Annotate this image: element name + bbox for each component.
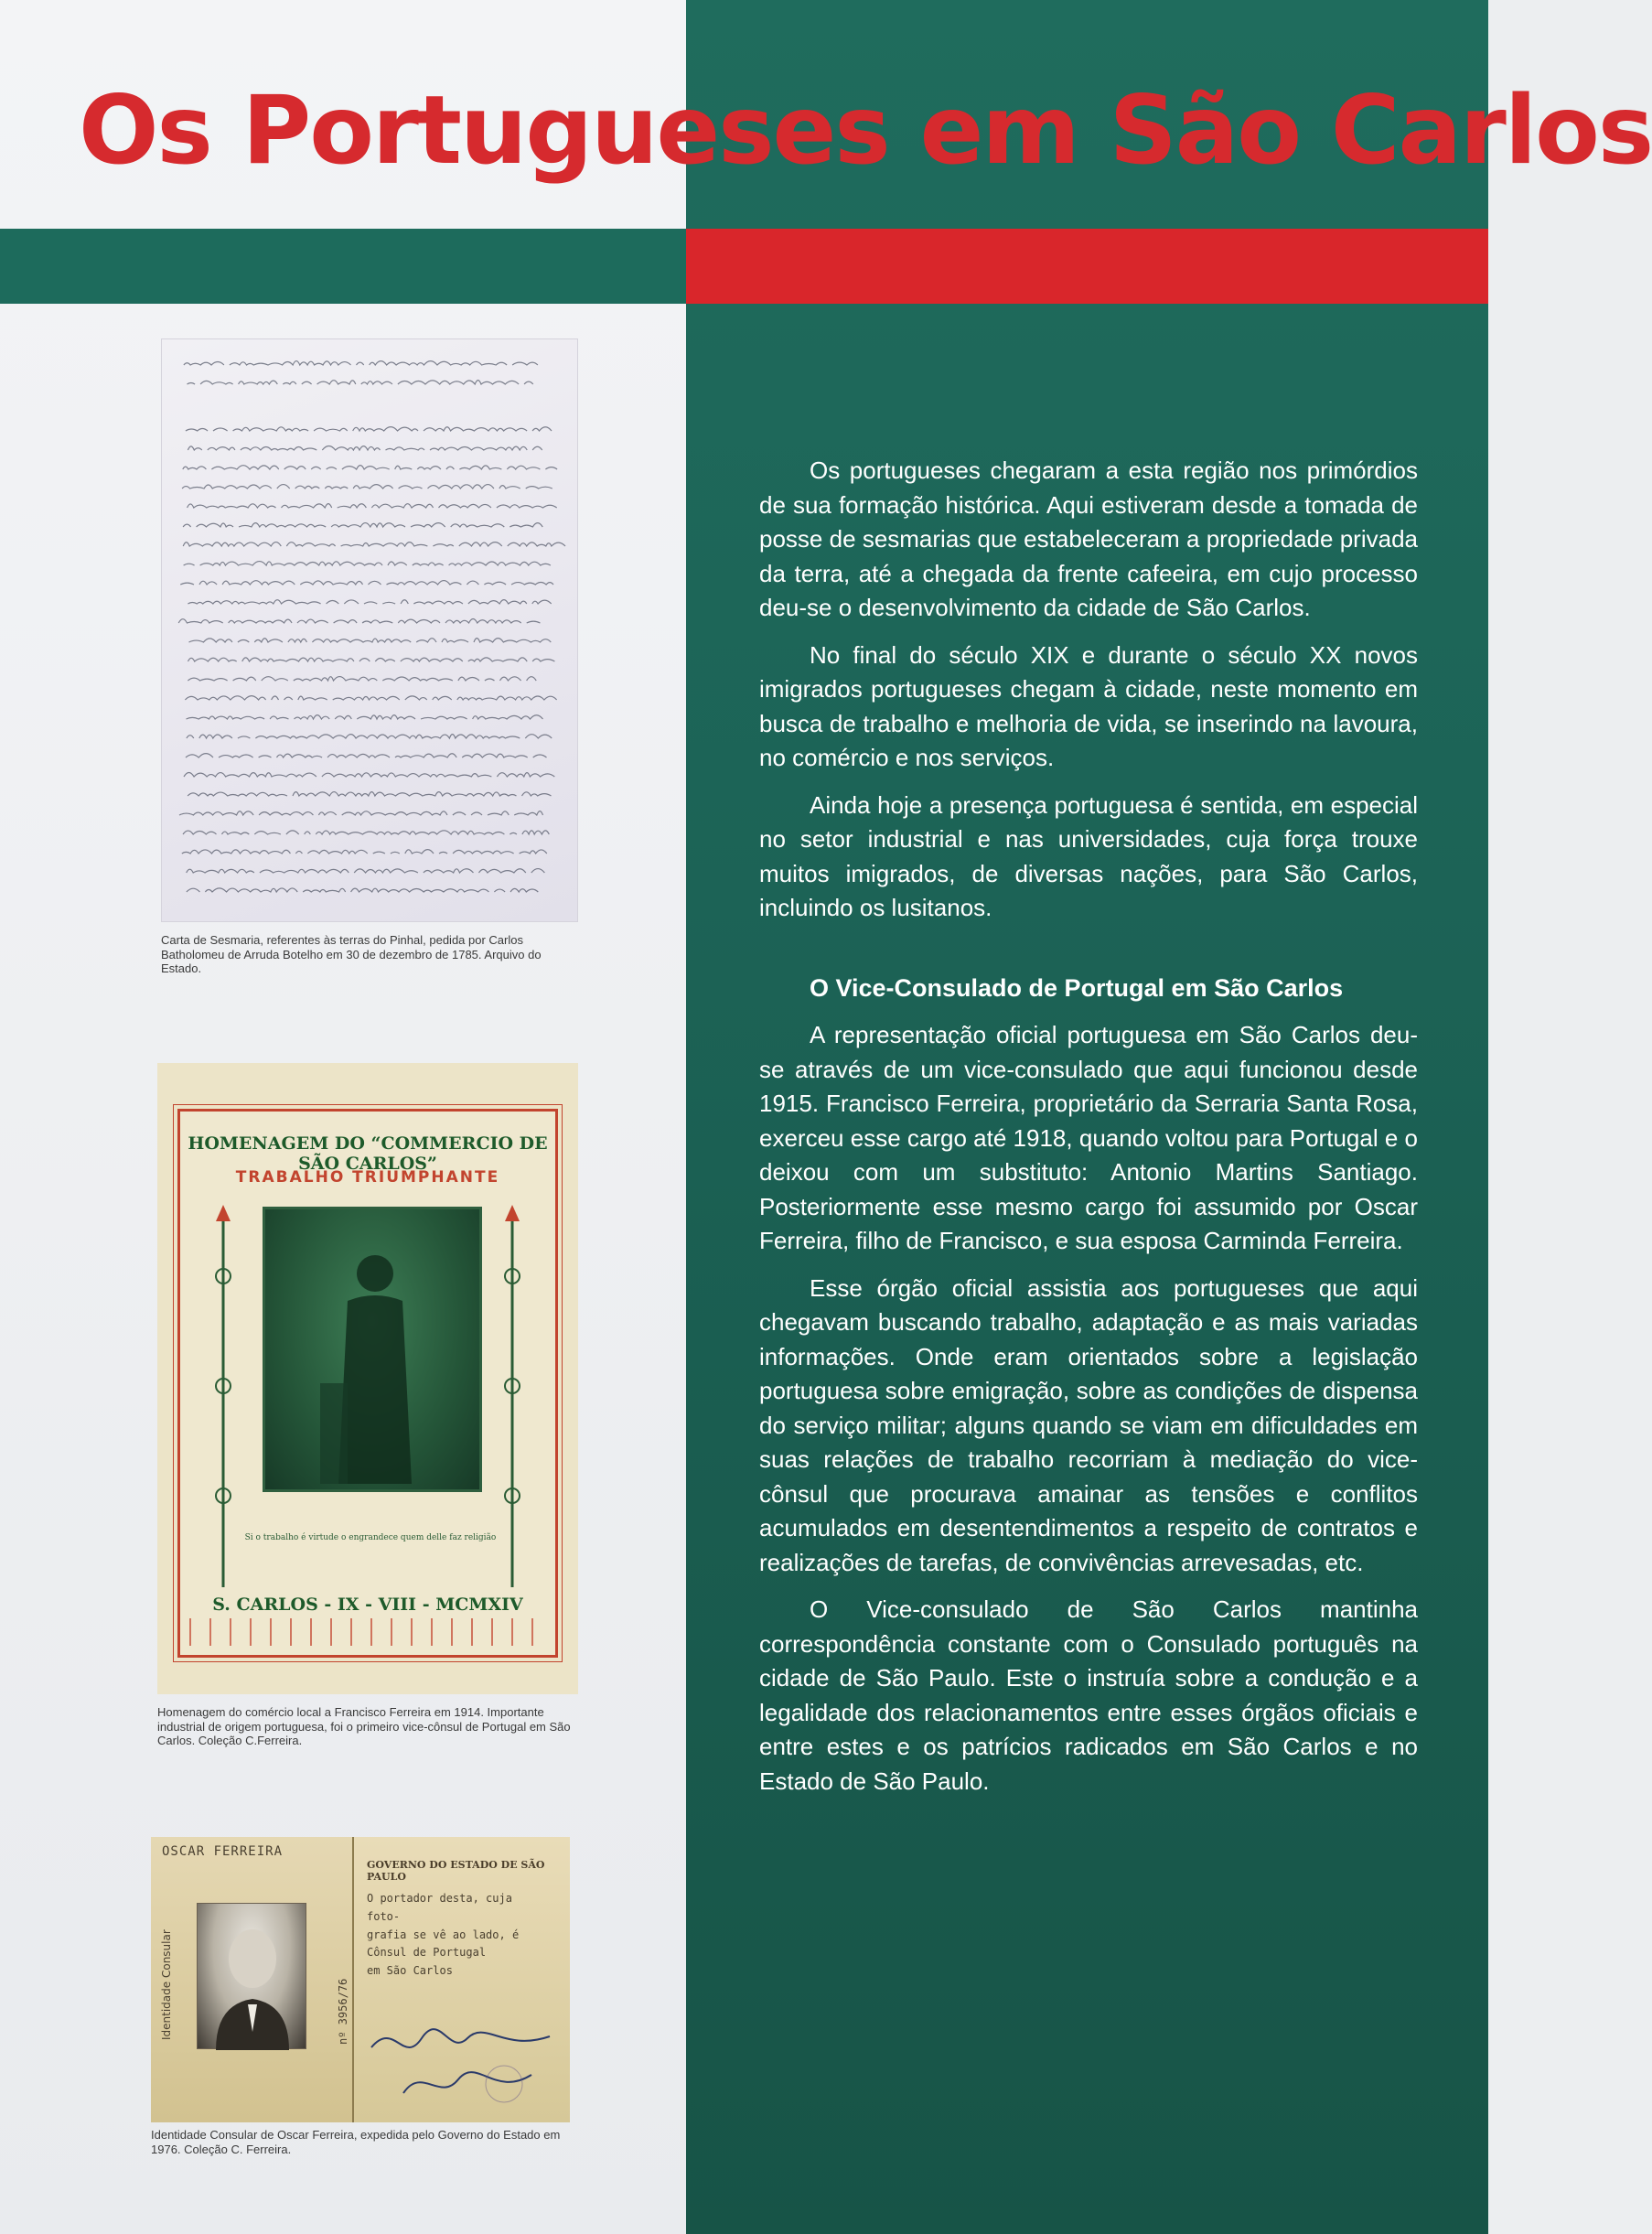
poster-date: S. CARLOS - IX - VIII - MCMXIV	[212, 1595, 523, 1615]
card-government: GOVERNO DO ESTADO DE SÃO PAULO	[367, 1859, 545, 1883]
main-text-column	[759, 454, 1418, 1811]
man-portrait-silhouette	[198, 1904, 307, 2050]
poster-title: HOMENAGEM DO “COMMERCIO DE SÃO CARLOS”	[188, 1133, 548, 1174]
homage-poster-image	[157, 1063, 578, 1694]
handwriting-line	[188, 658, 555, 661]
handwriting-line	[184, 773, 554, 778]
poster-arch-border	[189, 1618, 546, 1646]
handwriting-line	[183, 831, 549, 834]
card-line: O portador desta, cuja foto-	[367, 1892, 512, 1923]
card-line: Cônsul de Portugal	[367, 1946, 487, 1960]
handwriting-line	[180, 581, 559, 585]
card-photo	[197, 1903, 306, 2049]
handwriting-line	[183, 466, 557, 469]
poster-subtitle: TRABALHO TRIUMPHANTE	[235, 1168, 500, 1187]
signature-icon	[367, 2011, 559, 2111]
card-number: nº 3956/76	[337, 1978, 349, 2045]
handwriting-scribbles	[162, 339, 579, 923]
intro-paragraph: No final do século XIX e durante o século XX novos imigrados portugueses chegam à cidade, neste momento em busca de trabalho e melhoria de vida, se inserindo na lavoura, no comércio e nos serviços.	[759, 640, 1418, 771]
handwriting-line	[184, 562, 556, 565]
green-stripe	[0, 229, 686, 304]
handwriting-line	[185, 696, 556, 700]
handwriting-line	[187, 869, 545, 873]
poster-motto: Si o trabalho é virtude o engrandece quem delle faz religião	[244, 1533, 497, 1542]
card-holder-name: OSCAR FERREIRA	[162, 1844, 284, 1859]
handwriting-line	[189, 639, 552, 642]
handwriting-line	[188, 504, 557, 508]
handwriting-line	[186, 427, 552, 431]
sesmaria-letter-image	[161, 338, 578, 922]
poster-caption: Homenagem do comércio local a Francisco Ferreira em 1914. Importante industrial de origem portuguesa, foi o primeiro vice-cônsul de Portugal em São Carlos. Coleção C.Ferreira.	[157, 1705, 571, 1748]
card-left-half	[151, 1837, 354, 2122]
handwriting-line	[188, 446, 547, 451]
card-caption: Identidade Consular de Oscar Ferreira, expedida pelo Governo do Estado em 1976. Coleção C. Ferreira.	[151, 2128, 561, 2156]
intro-paragraph: Os portugueses chegaram a esta região nos primórdios de sua formação histórica. Aqui estiveram desde a tomada de posse de sesmarias que estabeleceram a propriedade privada da terra, até a chegada da frente cafeeira, em cujo processo deu-se o desenvolvimento da cidade de São Carlos.	[759, 456, 1418, 621]
poster-frame	[177, 1109, 558, 1658]
portrait-photo	[263, 1207, 482, 1492]
handwriting-line	[188, 381, 533, 384]
handwriting-line	[188, 677, 542, 681]
handwriting-line	[182, 850, 547, 854]
consular-id-card-image	[151, 1837, 570, 2122]
section-heading: O Vice-Consulado de Portugal em São Carlos	[810, 973, 1344, 1002]
handwriting-line	[187, 888, 543, 892]
page-title: Os Portugueses em São Carlos	[79, 76, 1652, 186]
section-paragraph: O Vice-consulado de São Carlos mantinha correspondência constante com o Consulado português na cidade de São Paulo. Este o instruía sobre a condução e a legalidade dos relacionamentos entre esses órgãos oficiais e entre estes e os patrícios radicados em São Carlos e no Estado de São Paulo.	[759, 1595, 1418, 1795]
handwriting-line	[188, 792, 551, 796]
section-paragraph: Esse órgão oficial assistia aos portugueses que aqui chegavam buscando trabalho, adaptação e as mais variadas informações. Onde eram orientados sobre a legislação portuguesa sobre emigração, sobre as condições de dispensa do serviço militar; alguns quando se viam em dificuldades em suas relações de trabalho recorriam à mediação do vice-cônsul que procurava amainar as tensões e conflitos acumulados em desentendimentos a respeito de contratos e realizações de tarefas, de convivências arrevesadas, etc.	[759, 1273, 1418, 1576]
card-line: grafia se vê ao lado, é	[367, 1928, 520, 1941]
handwriting-line	[184, 361, 543, 365]
section-paragraph: A representação oficial portuguesa em São Carlos deu-se através de um vice-consulado que aqui funcionou desde 1915. Francisco Ferreira, proprietário da Serraria Santa Rosa, exerceu esse cargo até 1918, quando voltou para Portugal e o deixou com um substituto: Antonio Martins Santiago. Posteriormente esse mesmo cargo foi assumido por Oscar Ferreira, filho de Francisco, e sua esposa Carminda Ferreira.	[759, 1021, 1418, 1254]
red-stripe	[686, 229, 1488, 304]
letter-caption: Carta de Sesmaria, referentes às terras do Pinhal, pedida por Carlos Batholomeu de Arruda Botelho em 30 de dezembro de 1785. Arquivo do Estado.	[161, 933, 542, 976]
handwriting-line	[187, 715, 543, 719]
handwriting-line	[188, 600, 556, 604]
card-vertical-label: Identidade Consular	[160, 1929, 173, 2040]
handwriting-line	[183, 542, 571, 546]
handwriting-line	[186, 754, 552, 757]
card-right-half	[354, 1837, 570, 2122]
intro-paragraph: Ainda hoje a presença portuguesa é sentida, em especial no setor industrial e nas universidades, cuja força trouxe muitos imigrados, de diversas nações, para São Carlos, incluindo os lusitanos.	[759, 790, 1418, 921]
handwriting-line	[182, 485, 552, 489]
handwriting-line	[179, 811, 543, 815]
handwriting-line	[183, 523, 542, 527]
handwriting-line	[178, 619, 540, 624]
card-text-lines	[367, 1890, 550, 1981]
standing-man-silhouette	[265, 1209, 485, 1495]
handwriting-line	[187, 735, 557, 738]
card-line: em São Carlos	[367, 1964, 453, 1978]
